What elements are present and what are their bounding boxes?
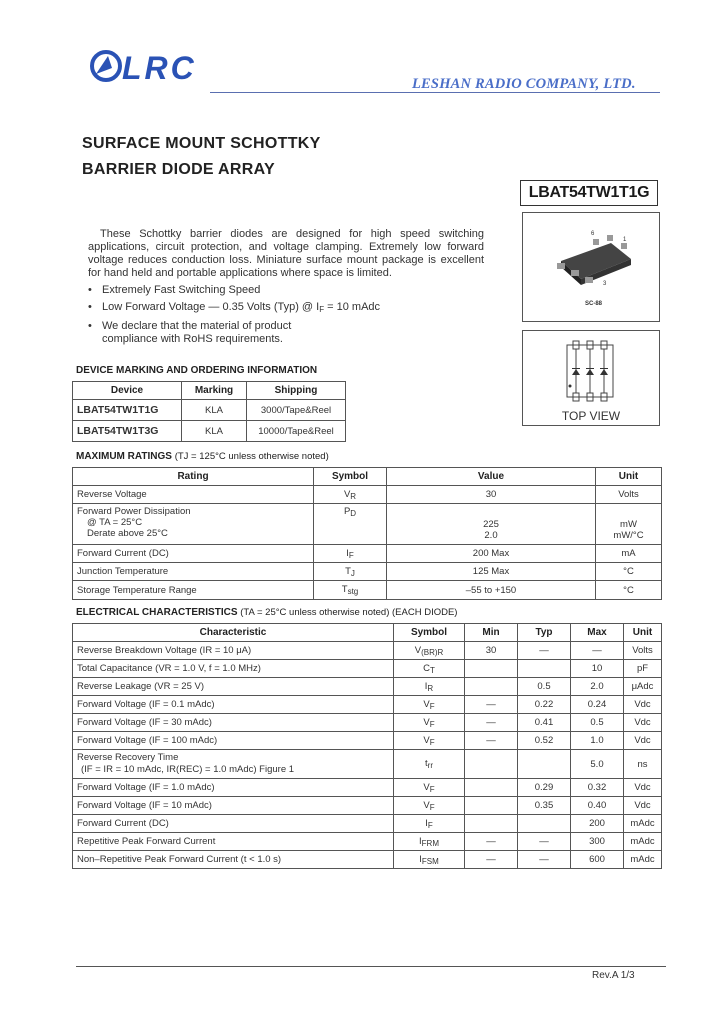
unit-cell: °C [596, 563, 662, 581]
table-row [73, 545, 662, 563]
unit-cell: °C [596, 581, 662, 600]
max-ratings-title-text: MAXIMUM RATINGS [76, 451, 172, 462]
device-cell: LBAT54TW1T3G [73, 421, 182, 442]
pin-label-1: 1 [623, 237, 627, 243]
typ-cell: 0.41 [518, 714, 571, 732]
value-cell: 125 Max [387, 563, 596, 581]
rating-cell: Junction Temperature [73, 563, 314, 581]
min-cell [465, 660, 518, 678]
symbol-cell: $V_{(BR)R}$ [394, 642, 465, 660]
rating-cell: Reverse Voltage [73, 486, 314, 504]
symbol-cell: $I_F$ [314, 545, 387, 563]
typ-cell: — [518, 851, 571, 869]
unit-cell: pF [624, 660, 662, 678]
max-cell: 200 [571, 815, 624, 833]
table-row [73, 797, 662, 815]
typ-cell [518, 660, 571, 678]
rating-cell: Forward Current (DC) [73, 545, 314, 563]
intro-paragraph: These Schottky barrier diodes are designed for high speed switching applications, circuit protection, and voltage clamping. Extremely low forward voltage reduces conduction loss. Miniature surface mount package is excellent for hand held and portable applications where space is limited. [88, 228, 484, 279]
characteristic-cell: Reverse Breakdown Voltage (IR = 10 μA) [73, 642, 394, 660]
symbol-cell: $V_F$ [394, 779, 465, 797]
typ-cell: — [518, 642, 571, 660]
min-cell: — [465, 732, 518, 750]
shipping-cell: 10000/Tape&Reel [247, 421, 346, 442]
characteristic-cell: Forward Voltage (IF = 30 mAdc) [73, 714, 394, 732]
table-row [73, 696, 662, 714]
unit-cell: μAdc [624, 678, 662, 696]
typ-cell: 0.35 [518, 797, 571, 815]
col-characteristic: Characteristic [73, 624, 394, 642]
min-cell: — [465, 696, 518, 714]
unit-cell: mW mW/°C [596, 504, 662, 545]
col-max: Max [571, 624, 624, 642]
table-row [73, 732, 662, 750]
package-label: SC-88 [585, 301, 603, 307]
col-unit: Unit [624, 624, 662, 642]
symbol-cell: $T_J$ [314, 563, 387, 581]
bullet-1-text: Extremely Fast Switching Speed [102, 284, 261, 296]
top-view-box [522, 330, 660, 426]
symbol-cell: $T_{stg}$ [314, 581, 387, 600]
characteristic-cell: Reverse Recovery Time (IF = IR = 10 mAdc, IR(REC) = 1.0 mAdc) Figure 1 [73, 750, 394, 779]
value-cell: 225 2.0 [387, 504, 596, 545]
bullet-1: • Extremely Fast Switching Speed [88, 284, 261, 296]
symbol-cell: $V_F$ [394, 732, 465, 750]
pin-label-3: 3 [603, 281, 607, 287]
company-name: LESHAN RADIO COMPANY, LTD. [412, 76, 636, 92]
value-cell: 30 [387, 486, 596, 504]
symbol-cell: $t_{rr}$ [394, 750, 465, 779]
table-row [73, 660, 662, 678]
max-cell: 0.40 [571, 797, 624, 815]
max-cell: 0.5 [571, 714, 624, 732]
table-row [73, 779, 662, 797]
max-cell: 0.24 [571, 696, 624, 714]
characteristic-cell: Forward Current (DC) [73, 815, 394, 833]
symbol-cell: $V_F$ [394, 696, 465, 714]
max-cell: 10 [571, 660, 624, 678]
max-cell: — [571, 642, 624, 660]
unit-cell: Volts [596, 486, 662, 504]
min-cell [465, 678, 518, 696]
electrical-header-row [73, 624, 662, 642]
typ-cell [518, 815, 571, 833]
max-ratings-header-row [73, 468, 662, 486]
marking-col-shipping: Shipping [247, 382, 346, 400]
col-rating: Rating [73, 468, 314, 486]
package-drawing [523, 213, 659, 321]
characteristic-cell: Non–Repetitive Peak Forward Current (t < 1.0 s) [73, 851, 394, 869]
unit-cell: mAdc [624, 851, 662, 869]
col-symbol: Symbol [394, 624, 465, 642]
min-cell [465, 797, 518, 815]
max-cell: 0.32 [571, 779, 624, 797]
symbol-cell: $V_R$ [314, 486, 387, 504]
value-cell: –55 to +150 [387, 581, 596, 600]
unit-cell: Vdc [624, 797, 662, 815]
value-cell: 200 Max [387, 545, 596, 563]
table-row [73, 642, 662, 660]
characteristic-cell: Total Capacitance (VR = 1.0 V, f = 1.0 MHz) [73, 660, 394, 678]
rating-cell: Storage Temperature Range [73, 581, 314, 600]
top-view-label: TOP VIEW [561, 409, 621, 423]
bullet-2-sub: F [319, 305, 325, 314]
max-ratings-table [72, 467, 662, 600]
typ-cell: 0.52 [518, 732, 571, 750]
footer-divider [76, 966, 666, 967]
title-line-1: SURFACE MOUNT SCHOTTKY [82, 135, 321, 152]
symbol-cell: $I_F$ [394, 815, 465, 833]
symbol-cell: $I_R$ [394, 678, 465, 696]
min-cell: — [465, 833, 518, 851]
marking-col-device: Device [73, 382, 182, 400]
page-revision: Rev.A 1/3 [592, 970, 635, 981]
symbol-cell: $V_F$ [394, 797, 465, 815]
symbol-cell: $P_D$ [314, 504, 387, 545]
typ-cell [518, 750, 571, 779]
marking-col-marking: Marking [182, 382, 247, 400]
table-row [73, 400, 346, 421]
table-row [73, 486, 662, 504]
typ-cell: 0.22 [518, 696, 571, 714]
electrical-table [72, 623, 662, 869]
table-row [73, 421, 346, 442]
typ-cell: 0.5 [518, 678, 571, 696]
electrical-title [76, 607, 457, 618]
electrical-title-text: ELECTRICAL CHARACTERISTICS [76, 607, 238, 618]
col-value: Value [387, 468, 596, 486]
typ-cell: 0.29 [518, 779, 571, 797]
unit-cell: mA [596, 545, 662, 563]
package-image-box [522, 212, 660, 322]
characteristic-cell: Forward Voltage (IF = 100 mAdc) [73, 732, 394, 750]
unit-cell: Volts [624, 642, 662, 660]
table-row [73, 833, 662, 851]
device-cell: LBAT54TW1T1G [73, 400, 182, 421]
unit-cell: Vdc [624, 732, 662, 750]
header-divider [210, 92, 660, 93]
symbol-cell: $C_T$ [394, 660, 465, 678]
bullet-2-post: = 10 mAdc [324, 301, 381, 313]
min-cell [465, 779, 518, 797]
table-row [73, 581, 662, 600]
col-unit: Unit [596, 468, 662, 486]
characteristic-cell: Forward Voltage (IF = 10 mAdc) [73, 797, 394, 815]
max-cell: 1.0 [571, 732, 624, 750]
bullet-3: • We declare that the material of product compliance with RoHS requirements. [88, 320, 292, 345]
marking-cell: KLA [182, 421, 247, 442]
min-cell [465, 815, 518, 833]
bullet-2: • Low Forward Voltage — 0.35 Volts (Typ) @ $I_F = 10$ mAdc [88, 301, 381, 314]
unit-cell: mAdc [624, 815, 662, 833]
unit-cell: mAdc [624, 833, 662, 851]
title-line-2: BARRIER DIODE ARRAY [82, 161, 275, 178]
electrical-note: (TA = 25°C unless otherwise noted) (EACH DIODE) [240, 607, 458, 618]
characteristic-cell: Reverse Leakage (VR = 25 V) [73, 678, 394, 696]
min-cell [465, 750, 518, 779]
max-ratings-title [76, 451, 329, 462]
bullet-3-line2: compliance with RoHS requirements. [102, 333, 283, 345]
characteristic-cell: Forward Voltage (IF = 1.0 mAdc) [73, 779, 394, 797]
typ-cell: — [518, 833, 571, 851]
max-cell: 2.0 [571, 678, 624, 696]
part-number-box: LBAT54TW1T1G [520, 180, 658, 206]
table-row [73, 504, 662, 545]
symbol-cell: $V_F$ [394, 714, 465, 732]
table-row [73, 750, 662, 779]
max-ratings-note: (TJ = 125°C unless otherwise noted) [174, 451, 329, 462]
symbol-cell: $I_{FRM}$ [394, 833, 465, 851]
bullet-3-line1: We declare that the material of product [102, 320, 292, 332]
max-cell: 5.0 [571, 750, 624, 779]
table-row [73, 815, 662, 833]
characteristic-cell: Forward Voltage (IF = 0.1 mAdc) [73, 696, 394, 714]
table-row [73, 678, 662, 696]
characteristic-cell: Repetitive Peak Forward Current [73, 833, 394, 851]
symbol-cell: $I_{FSM}$ [394, 851, 465, 869]
min-cell: — [465, 714, 518, 732]
unit-cell: Vdc [624, 714, 662, 732]
bullet-2-text: Low Forward Voltage — 0.35 Volts (Typ) @ I [102, 301, 320, 313]
min-cell: 30 [465, 642, 518, 660]
table-row [73, 851, 662, 869]
marking-section-title: DEVICE MARKING AND ORDERING INFORMATION [76, 365, 318, 376]
marking-table [72, 381, 346, 442]
col-min: Min [465, 624, 518, 642]
unit-cell: Vdc [624, 696, 662, 714]
logo-text: LRC [122, 50, 197, 86]
shipping-cell: 3000/Tape&Reel [247, 400, 346, 421]
col-symbol: Symbol [314, 468, 387, 486]
unit-cell: ns [624, 750, 662, 779]
max-cell: 600 [571, 851, 624, 869]
marking-header-row [73, 382, 346, 400]
col-typ: Typ [518, 624, 571, 642]
marking-cell: KLA [182, 400, 247, 421]
max-cell: 300 [571, 833, 624, 851]
min-cell: — [465, 851, 518, 869]
unit-cell: Vdc [624, 779, 662, 797]
table-row [73, 563, 662, 581]
table-row [73, 714, 662, 732]
pin-label-6: 6 [591, 231, 595, 237]
rating-cell: Forward Power Dissipation @ TA = 25°C Derate above 25°C [73, 504, 314, 545]
